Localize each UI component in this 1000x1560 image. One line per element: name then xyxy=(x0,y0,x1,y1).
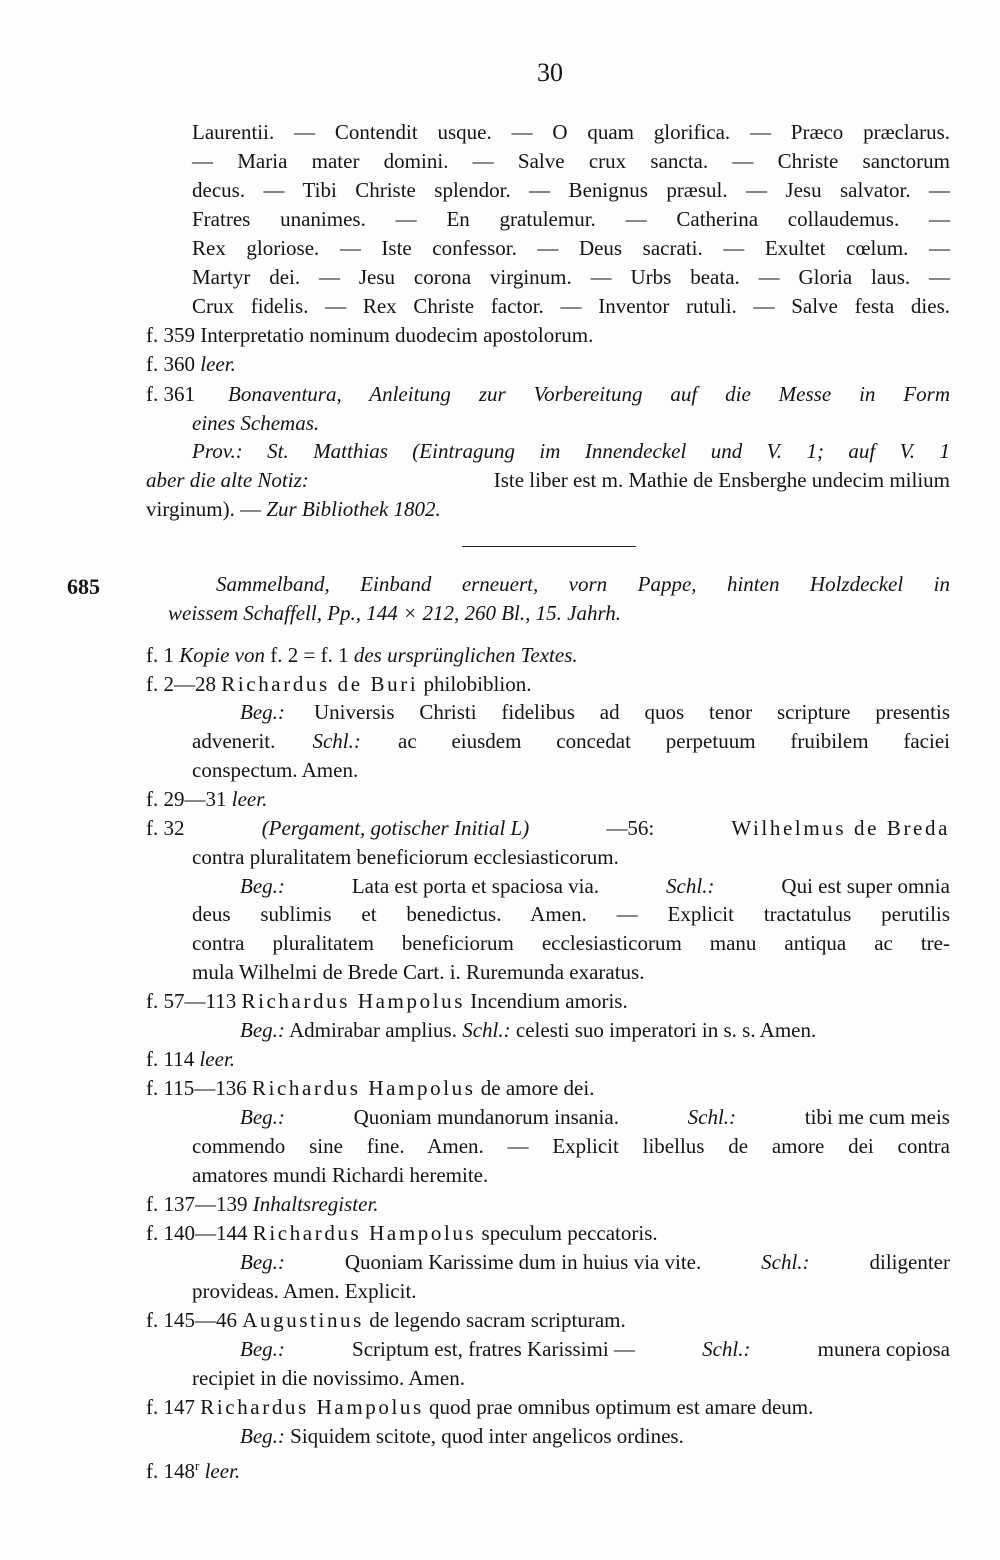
entry-f114 xyxy=(146,1045,235,1074)
entry-f1 xyxy=(146,641,578,670)
schl-label: Schl.: xyxy=(462,1018,511,1042)
entry-text: Bonaventura, Anleitung zur Vorbereitung auf die Messe in Form xyxy=(228,382,950,406)
work-title: contra pluralitatem beneficiorum ecclesiasticorum. xyxy=(192,845,619,869)
work-title: de amore dei. xyxy=(480,1076,595,1100)
incipit-line xyxy=(240,1016,816,1045)
recto-marker: r xyxy=(195,1458,200,1473)
incipit-text: Universis Christi fidelibus ad quos tenor scripture presentis xyxy=(314,700,950,724)
top-line-6: Martyr dei. — Jesu corona virginum. — Urbs beata. — Gloria laus. — xyxy=(192,265,950,289)
incipit-text: Quoniam Karissime dum in huius via vite. xyxy=(344,1250,702,1274)
entry-text: Interpretatio nominum duodecim apostolorum. xyxy=(200,323,594,347)
entry-text: leer. xyxy=(200,352,236,376)
incipit-line xyxy=(240,698,950,727)
incipit-text: advenerit. xyxy=(192,729,276,753)
entry-f115-136 xyxy=(146,1074,594,1103)
top-line-5: Rex gloriose. — Iste confessor. — Deus sacrati. — Exultet cœlum. — xyxy=(192,236,950,260)
explicit-text: diligenter xyxy=(869,1250,950,1274)
top-line-7: Crux fidelis. — Rex Christe factor. — Inventor rutuli. — Salve festa dies. xyxy=(192,294,950,318)
section-divider xyxy=(462,546,636,547)
entry-text: eines Schemas. xyxy=(192,411,320,435)
schl-label: Schl.: xyxy=(761,1250,810,1274)
work-title: quod prae omnibus optimum est amare deum. xyxy=(429,1395,814,1419)
author-name: Augustinus xyxy=(242,1308,364,1332)
entry-note: (Pergament, gotischer Initial L) xyxy=(261,816,530,840)
entry-text: Inhaltsregister. xyxy=(252,1192,379,1216)
entry-f147 xyxy=(146,1393,813,1422)
entry-f137-139 xyxy=(146,1190,379,1219)
schl-label: Schl.: xyxy=(687,1105,737,1129)
explicit-text: conspectum. Amen. xyxy=(192,758,359,782)
schl-label: Schl.: xyxy=(702,1337,751,1361)
incipit-line xyxy=(240,1422,684,1451)
folio-ref: f. 140—144 xyxy=(146,1221,248,1245)
folio-ref: f. 359 xyxy=(146,323,195,347)
top-line-3: decus. — Tibi Christe splendor. — Benignus præsul. — Jesu salvator. — xyxy=(192,178,950,202)
provenance-line-2 xyxy=(146,466,950,495)
entry-f57-113 xyxy=(146,987,628,1016)
explicit-text: ac eiusdem concedat perpetuum fruibilem faciei xyxy=(398,729,950,753)
incipit-text: Siquidem scitote, quod inter angelicos ordines. xyxy=(290,1424,684,1448)
entry-f145-46 xyxy=(146,1306,626,1335)
incipit-text: Scriptum est, fratres Karissimi — xyxy=(352,1337,635,1361)
incipit-text: Admirabar amplius. xyxy=(289,1018,457,1042)
explicit-text: amatores mundi Richardi heremite. xyxy=(192,1163,489,1187)
provenance-note: aber die alte Notiz: xyxy=(146,468,309,492)
beg-label: Beg.: xyxy=(240,1337,285,1361)
beg-label: Beg.: xyxy=(240,1424,285,1448)
entry-text: leer. xyxy=(204,1459,241,1483)
incipit-text: Lata est porta et spaciosa via. xyxy=(351,874,600,898)
folio-ref: f. 57—113 xyxy=(146,989,237,1013)
explicit-text: munera copiosa xyxy=(817,1337,950,1361)
entry-text: leer. xyxy=(231,787,268,811)
entry-f360 xyxy=(146,350,236,379)
entry-f148r xyxy=(146,1451,240,1486)
provenance-text: virginum). — xyxy=(146,497,262,521)
provenance-note: Zur Bibliothek 1802. xyxy=(266,497,441,521)
top-line-1: Laurentii. — Contendit usque. — O quam glorifica. — Præco præclarus. xyxy=(192,120,950,144)
folio-ref: f. 115—136 xyxy=(146,1076,247,1100)
folio-ref: f. 29—31 xyxy=(146,787,227,811)
folio-ref: f. 360 xyxy=(146,352,195,376)
entry-text: f. 2 = f. 1 xyxy=(270,643,349,667)
entry-text: Kopie von xyxy=(179,643,265,667)
folio-ref: f. 114 xyxy=(146,1047,195,1071)
provenance-line-1: Prov.: St. Matthias (Eintragung im Innendeckel und V. 1; auf V. 1 xyxy=(192,439,950,463)
explicit-text: mula Wilhelmi de Brede Cart. i. Ruremunda exaratus. xyxy=(192,960,645,984)
incipit-line xyxy=(240,1103,950,1132)
incipit-line xyxy=(240,872,950,901)
folio-ref: f. 361 xyxy=(146,382,195,406)
entry-description-1: Sammelband, Einband erneuert, vorn Pappe, hinten Holzdeckel in xyxy=(216,572,950,596)
folio-ref: f. 147 xyxy=(146,1395,195,1419)
entry-text: des ursprünglichen Textes. xyxy=(353,643,578,667)
folio-ref: f. 148 xyxy=(146,1459,195,1483)
provenance-line-3 xyxy=(146,495,441,524)
explicit-text: commendo sine fine. Amen. — Explicit libellus de amore dei contra xyxy=(192,1134,950,1158)
work-title: speculum peccatoris. xyxy=(481,1221,658,1245)
page-number: 30 xyxy=(537,58,563,87)
author-name: Richardus de Buri xyxy=(221,672,419,696)
beg-label: Beg.: xyxy=(240,1105,285,1129)
author-name: Wilhelmus de Breda xyxy=(731,816,950,840)
entry-number: 685 xyxy=(67,574,100,599)
explicit-line xyxy=(192,727,950,756)
explicit-text: recipiet in die novissimo. Amen. xyxy=(192,1366,465,1390)
work-title: de legendo sacram scripturam. xyxy=(369,1308,626,1332)
entry-text: leer. xyxy=(199,1047,236,1071)
explicit-text: contra pluralitatem beneficiorum ecclesiasticorum manu antiqua ac tre- xyxy=(192,931,950,955)
explicit-text: deus sublimis et benedictus. Amen. — Explicit tractatulus perutilis xyxy=(192,902,950,926)
beg-label: Beg.: xyxy=(240,1018,285,1042)
incipit-text: Quoniam mundanorum insania. xyxy=(353,1105,619,1129)
incipit-line xyxy=(240,1248,950,1277)
beg-label: Beg.: xyxy=(240,874,285,898)
folio-ref: —56: xyxy=(606,816,655,840)
incipit-line xyxy=(240,1335,950,1364)
folio-ref: f. 137—139 xyxy=(146,1192,248,1216)
entry-f29-31 xyxy=(146,785,267,814)
entry-f361-cont xyxy=(192,409,319,438)
folio-ref: f. 1 xyxy=(146,643,174,667)
author-name: Richardus Hampolus xyxy=(200,1395,424,1419)
folio-ref: f. 145—46 xyxy=(146,1308,237,1332)
top-line-4: Fratres unanimes. — En gratulemur. — Catherina collaudemus. — xyxy=(192,207,950,231)
author-name: Richardus Hampolus xyxy=(241,989,465,1013)
author-name: Richardus Hampolus xyxy=(251,1076,476,1100)
entry-description-2: weissem Schaffell, Pp., 144 × 212, 260 Bl., 15. Jahrh. xyxy=(168,601,621,625)
top-line-2: — Maria mater domini. — Salve crux sancta. — Christe sanctorum xyxy=(192,149,950,173)
folio-ref: f. 2—28 xyxy=(146,672,216,696)
beg-label: Beg.: xyxy=(240,700,285,724)
provenance-text: Iste liber est m. Mathie de Ensberghe undecim milium xyxy=(493,468,950,492)
explicit-text: tibi me cum meis xyxy=(804,1105,950,1129)
explicit-text: celesti suo imperatori in s. s. Amen. xyxy=(515,1018,817,1042)
entry-f2-28 xyxy=(146,670,531,699)
entry-f32 xyxy=(146,814,950,843)
work-title: Incendium amoris. xyxy=(470,989,628,1013)
work-title: philobiblion. xyxy=(423,672,532,696)
explicit-text: Qui est super omnia xyxy=(781,874,950,898)
beg-label: Beg.: xyxy=(240,1250,285,1274)
author-name: Richardus Hampolus xyxy=(252,1221,477,1245)
schl-label: Schl.: xyxy=(312,729,361,753)
entry-f361 xyxy=(146,380,950,409)
entry-f140-144 xyxy=(146,1219,658,1248)
folio-ref: f. 32 xyxy=(146,816,185,840)
explicit-text: provideas. Amen. Explicit. xyxy=(192,1279,417,1303)
schl-label: Schl.: xyxy=(666,874,715,898)
entry-f359 xyxy=(146,321,593,350)
